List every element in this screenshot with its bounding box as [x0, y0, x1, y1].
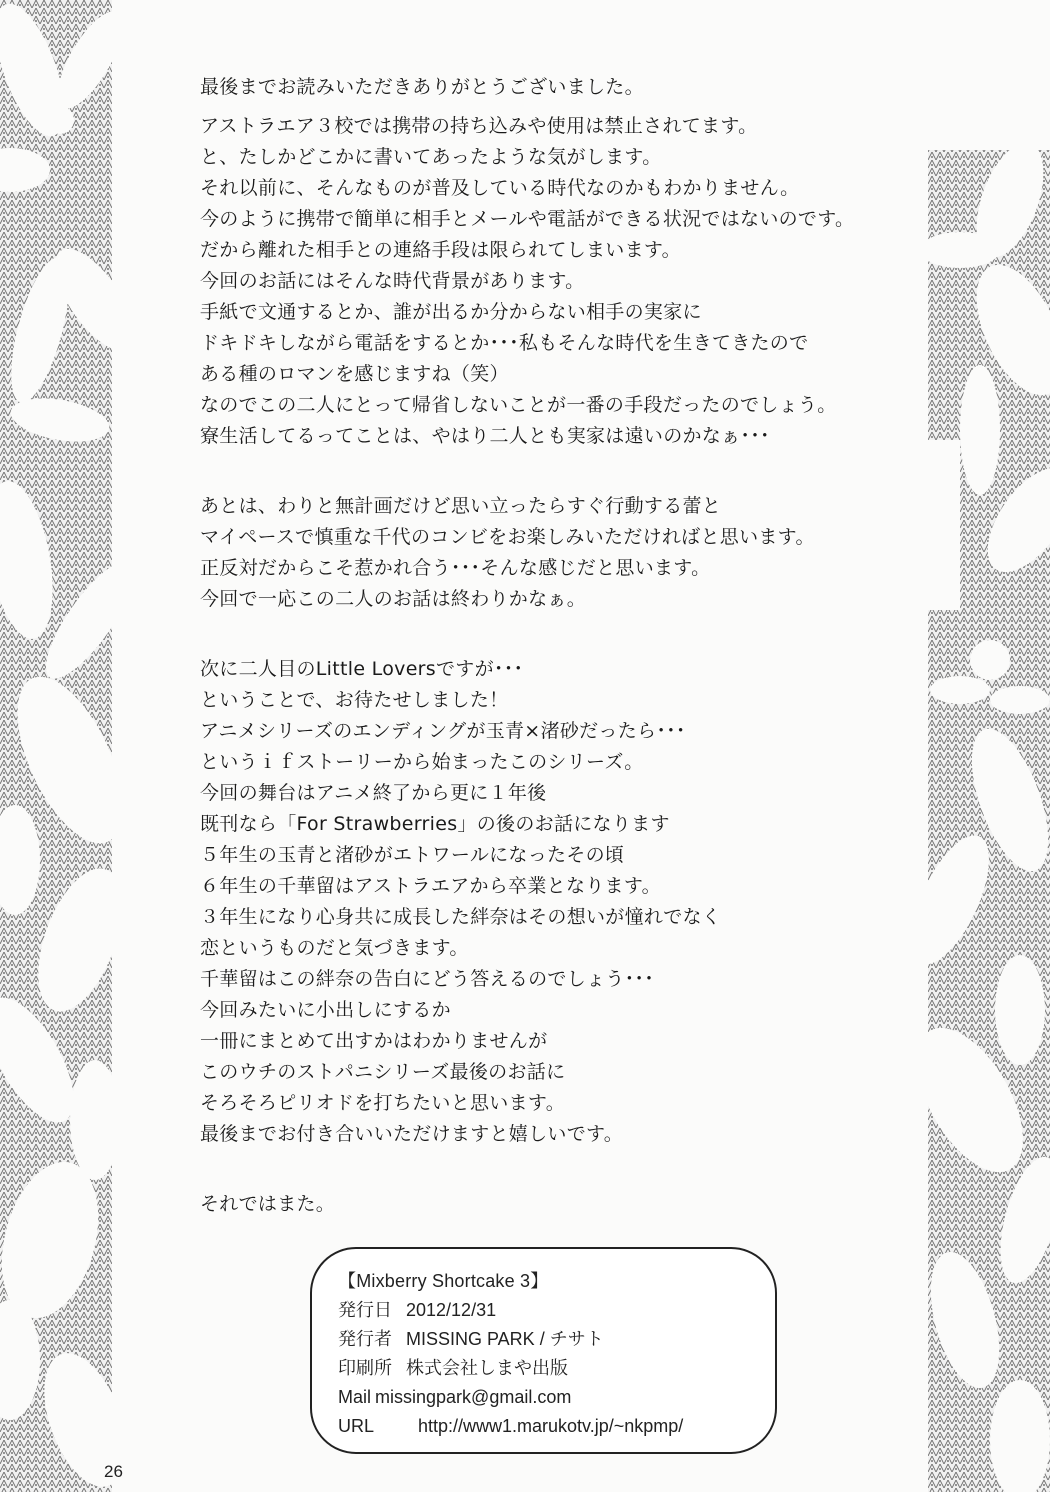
left-floral-border: [0, 0, 120, 1492]
afterword-text: [200, 72, 920, 1220]
colophon-url-value: http://www1.marukotv.jp/~nkpmp/: [418, 1416, 684, 1436]
text-line: 今回で一応この二人のお話は終わりかなぁ。: [200, 588, 587, 610]
text-line: ドキドキしながら電話をするとか･･･私もそんな時代を生きてきたので: [200, 332, 809, 354]
colophon-printer-label: 印刷所: [338, 1358, 392, 1378]
text-line: 既刊なら「For Strawberries」の後のお話になります: [200, 813, 670, 835]
text-line: 今回みたいに小出しにするか: [200, 999, 451, 1021]
colophon-url-row: [338, 1412, 775, 1441]
text-line: 今のように携帯で簡単に相手とメールや電話ができる状況ではないのです。: [200, 208, 855, 230]
colophon-mail-row: [338, 1383, 775, 1412]
text-line: 次に二人目のLittle Loversですが･･･: [200, 658, 524, 680]
page-number: 26: [104, 1462, 123, 1481]
text-line: 最後までお付き合いいただけますと嬉しいです。: [200, 1123, 624, 1145]
text-line: それではまた。: [200, 1193, 336, 1215]
colophon-printer-value: 株式会社しまや出版: [406, 1358, 568, 1378]
text-line: なのでこの二人にとって帰省しないことが一番の手段だったのでしょう。: [200, 394, 837, 416]
colophon-mail-label: Mail: [338, 1387, 372, 1407]
colophon-printer-row: [338, 1354, 775, 1383]
text-line: ということで、お待たせしました！: [200, 689, 509, 711]
text-line: それ以前に、そんなものが普及している時代なのかもわかりません。: [200, 177, 800, 199]
colophon-title: 【Mixberry Shortcake 3】: [338, 1271, 549, 1291]
colophon-date-value: 2012/12/31: [406, 1300, 497, 1320]
text-line: あとは、わりと無計画だけど思い立ったらすぐ行動する蕾と: [200, 495, 722, 517]
text-line: だから離れた相手との連絡手段は限られてしまいます。: [200, 239, 681, 261]
text-line: ６年生の千華留はアストラエアから卒業となります。: [200, 875, 661, 897]
text-line: 今回の舞台はアニメ終了から更に１年後: [200, 782, 547, 804]
right-floral-border: [920, 0, 1050, 1492]
colophon-date-label: 発行日: [338, 1300, 392, 1320]
text-line: 千華留はこの絆奈の告白にどう答えるのでしょう･･･: [200, 968, 655, 990]
text-line: ５年生の玉青と渚砂がエトワールになったその頃: [200, 844, 625, 866]
text-line: 正反対だからこそ惹かれ合う･･･そんな感じだと思います。: [200, 557, 711, 579]
text-line: このウチのストパニシリーズ最後のお話に: [200, 1061, 566, 1083]
text-line: 今回のお話にはそんな時代背景があります。: [200, 270, 585, 292]
text-line: 恋というものだと気づきます。: [200, 937, 469, 959]
text-line: アストラエア３校では携帯の持ち込みや使用は禁止されてます。: [200, 115, 758, 137]
colophon-mail-value: missingpark@gmail.com: [375, 1387, 572, 1407]
colophon-url-label: URL: [338, 1416, 375, 1436]
colophon-publisher-label: 発行者: [338, 1329, 392, 1349]
colophon-date-row: [338, 1296, 775, 1325]
text-line: 一冊にまとめて出すかはわかりませんが: [200, 1030, 548, 1052]
colophon-publisher-value: MISSING PARK / チサト: [406, 1329, 604, 1349]
text-line: 手紙で文通するとか、誰が出るか分からない相手の実家に: [200, 301, 702, 323]
text-line: アニメシリーズのエンディングが玉青×渚砂だったら･･･: [200, 720, 686, 742]
text-line: 最後までお読みいただきありがとうございました。: [200, 76, 644, 98]
text-line: マイペースで慎重な千代のコンビをお楽しみいただければと思います。: [200, 526, 815, 548]
text-line: そろそろピリオドを打ちたいと思います。: [200, 1092, 565, 1114]
colophon-publisher-row: [338, 1325, 775, 1354]
text-line: 寮生活してるってことは、やはり二人とも実家は遠いのかなぁ･･･: [200, 425, 770, 447]
colophon-box: [310, 1247, 777, 1454]
text-line: ３年生になり心身共に成長した絆奈はその想いが憧れでなく: [200, 906, 722, 928]
text-line: というｉｆストーリーから始まったこのシリーズ。: [200, 751, 644, 773]
text-line: ある種のロマンを感じますね（笑）: [200, 363, 509, 385]
text-line: と、たしかどこかに書いてあったような気がします。: [200, 146, 662, 168]
